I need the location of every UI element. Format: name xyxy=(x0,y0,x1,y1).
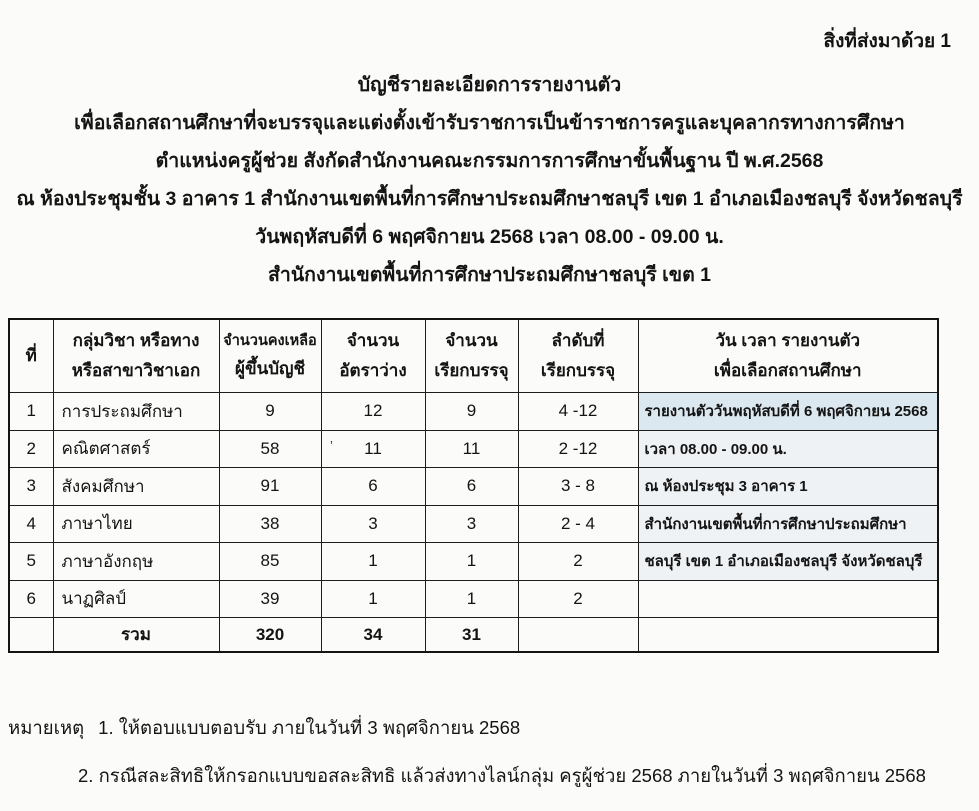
col-header-remaining: จำนวนคงเหลือ ผู้ขึ้นบัญชี xyxy=(219,319,321,393)
cell-no: 5 xyxy=(9,543,53,581)
cell-order: 2 - 4 xyxy=(518,505,638,543)
table-row xyxy=(9,505,938,543)
cell-no: 3 xyxy=(9,468,53,506)
cell-total-label: รวม xyxy=(53,618,219,653)
cell-order: 4 -12 xyxy=(518,393,638,431)
cell-no: 1 xyxy=(9,393,53,431)
title-line-4: ณ ห้องประชุมชั้น 3 อาคาร 1 สำนักงานเขตพื้นที่การศึกษาประถมศึกษาชลบุรี เขต 1 อำเภอเมืองชลบุรี จังหวัดชลบุรี xyxy=(16,188,963,210)
footnote-line-2: 2. กรณีสละสิทธิให้กรอกแบบขอสละสิทธิ แล้วส่งทางไลน์กลุ่ม ครูผู้ช่วย 2568 ภายในวันที่ 3 พฤศจิกายน 2568 xyxy=(78,765,926,786)
cell-called: 6 xyxy=(425,468,518,506)
cell-vacancies: 1 xyxy=(321,543,425,581)
document-title-block xyxy=(0,66,979,294)
cell-report-info: ณ ห้องประชุม 3 อาคาร 1 xyxy=(638,468,938,506)
table-row xyxy=(9,543,938,581)
footnote-line-1: 1. ให้ตอบแบบตอบรับ ภายในวันที่ 3 พฤศจิกายน 2568 xyxy=(98,717,521,738)
cell-called: 1 xyxy=(425,580,518,618)
cell-remaining: 85 xyxy=(219,543,321,581)
cell-no: 6 xyxy=(9,580,53,618)
cell-order: 3 - 8 xyxy=(518,468,638,506)
cell-report-info: ชลบุรี เขต 1 อำเภอเมืองชลบุรี จังหวัดชลบุรี xyxy=(638,543,938,581)
table-row xyxy=(9,393,938,431)
cell-called: 9 xyxy=(425,393,518,431)
col-header-no: ที่ xyxy=(9,319,53,393)
cell-total-report-empty xyxy=(638,618,938,653)
cell-total-vacancies: 34 xyxy=(321,618,425,653)
table-header-row xyxy=(9,319,938,393)
cell-called: 11 xyxy=(425,430,518,468)
title-line-5: วันพฤหัสบดีที่ 6 พฤศจิกายน 2568 เวลา 08.00 - 09.00 น. xyxy=(255,226,724,248)
title-line-1: บัญชีรายละเอียดการรายงานตัว xyxy=(357,74,622,96)
col-header-report-info: วัน เวลา รายงานตัว เพื่อเลือกสถานศึกษา xyxy=(638,319,938,393)
table-total-row xyxy=(9,618,938,653)
cell-total-no-empty xyxy=(9,618,53,653)
cell-no: 2 xyxy=(9,430,53,468)
cell-report-info xyxy=(638,580,938,618)
attachment-label: สิ่งที่ส่งมาด้วย 1 xyxy=(823,31,951,52)
cell-subject: สังคมศึกษา xyxy=(53,468,219,506)
cell-subject: นาฏศิลป์ xyxy=(53,580,219,618)
col-header-called: จำนวน เรียกบรรจุ xyxy=(425,319,518,393)
cell-remaining: 91 xyxy=(219,468,321,506)
cell-called: 3 xyxy=(425,505,518,543)
cell-subject: ภาษาไทย xyxy=(53,505,219,543)
table-row xyxy=(9,430,938,468)
title-line-3: ตำแหน่งครูผู้ช่วย สังกัดสำนักงานคณะกรรมการการศึกษาขั้นพื้นฐาน ปี พ.ศ.2568 xyxy=(155,150,824,172)
footnotes xyxy=(8,713,979,791)
cell-remaining: 58 xyxy=(219,430,321,468)
cell-report-info: สำนักงานเขตพื้นที่การศึกษาประถมศึกษา xyxy=(638,505,938,543)
title-line-6: สำนักงานเขตพื้นที่การศึกษาประถมศึกษาชลบุรี เขต 1 xyxy=(267,264,712,286)
cell-remaining: 9 xyxy=(219,393,321,431)
scan-artifact-mark: ’ xyxy=(330,438,333,453)
cell-order: 2 -12 xyxy=(518,430,638,468)
cell-vacancies: 3 xyxy=(321,505,425,543)
table-row xyxy=(9,468,938,506)
cell-vacancies: 6 xyxy=(321,468,425,506)
col-header-vacancy: จำนวน อัตราว่าง xyxy=(321,319,425,393)
col-header-order: ลำดับที่ เรียกบรรจุ xyxy=(518,319,638,393)
cell-remaining: 39 xyxy=(219,580,321,618)
cell-subject: คณิตศาสตร์ xyxy=(53,430,219,468)
cell-total-called: 31 xyxy=(425,618,518,653)
title-line-2: เพื่อเลือกสถานศึกษาที่จะบรรจุและแต่งตั้งเข้ารับราชการเป็นข้าราชการครูและบุคลากรทางการศึกษา xyxy=(74,112,905,134)
cell-called: 1 xyxy=(425,543,518,581)
cell-vacancies: 12 xyxy=(321,393,425,431)
col-header-subject: กลุ่มวิชา หรือทาง หรือสาขาวิชาเอก xyxy=(53,319,219,393)
footnote-label: หมายเหตุ xyxy=(8,717,85,738)
report-schedule-table xyxy=(8,318,939,653)
cell-remaining: 38 xyxy=(219,505,321,543)
cell-subject: ภาษาอังกฤษ xyxy=(53,543,219,581)
cell-report-info: รายงานตัววันพฤหัสบดีที่ 6 พฤศจิกายน 2568 xyxy=(638,393,938,431)
cell-subject: การประถมศึกษา xyxy=(53,393,219,431)
cell-no: 4 xyxy=(9,505,53,543)
table-row xyxy=(9,580,938,618)
cell-order: 2 xyxy=(518,543,638,581)
cell-order: 2 xyxy=(518,580,638,618)
cell-report-info: เวลา 08.00 - 09.00 น. xyxy=(638,430,938,468)
cell-total-remaining: 320 xyxy=(219,618,321,653)
cell-total-order-empty xyxy=(518,618,638,653)
cell-vacancies: 11 xyxy=(321,430,425,468)
cell-vacancies: 1 xyxy=(321,580,425,618)
